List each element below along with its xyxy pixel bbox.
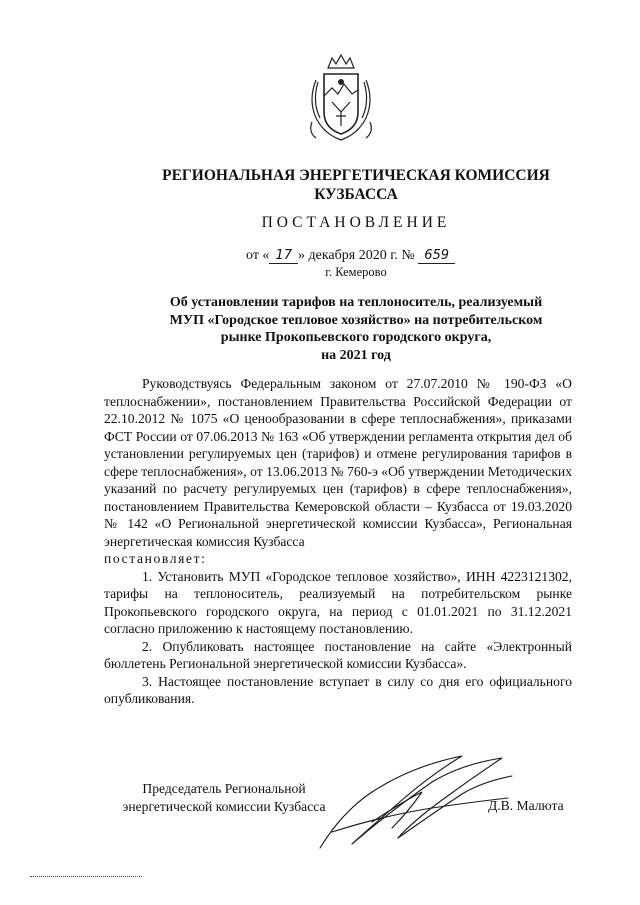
signatory-name: Д.В. Малюта	[488, 798, 564, 813]
item-2-paragraph: 2. Опубликовать настоящее постановление на сайте «Электронный бюллетень Региональной энергетической комиссии Кузбасса».	[104, 638, 572, 671]
resolves-word: постановляет:	[104, 551, 207, 566]
document-body	[104, 375, 572, 708]
document-type: ПОСТАНОВЛЕНИЕ	[261, 214, 451, 231]
position-line1: Председатель Региональной	[142, 781, 306, 796]
date-middle: » декабря 2020 г. №	[297, 248, 415, 263]
footer-divider	[30, 876, 142, 877]
preamble-paragraph: Руководствуясь Федеральным законом от 27.07.2010 № 190-ФЗ «О теплоснабжении», постановлением Правительства Российской Федерации от 22.10.2012 № 1075 «О ценообразовании в сфере теплоснабжения», приказами ФСТ России от 07.06.2013 № 163 «Об утверждении регламента открытия дел об установлении регулируемых цен (тарифов) и отмене регулирования тарифов в сфере теплоснабжения», от 13.06.2013 № 760-э «Об утверждении Методических указаний по расчету регулируемых цен (тарифов) в сфере теплоснабжения», постановлением Правительства Кемеровской области – Кузбасса от 19.03.2020 № 142 «О Региональной энергетической комиссии Кузбасса», Региональная энергетическая комиссия Кузбасса	[104, 376, 572, 549]
title-line2: МУП «Городское тепловое хозяйство» на потребительском	[169, 312, 543, 328]
organization-name	[100, 166, 612, 204]
date-prefix: от «	[246, 248, 270, 263]
position-line2: энергетической комиссии Кузбасса	[122, 799, 326, 814]
signatory-position	[104, 780, 344, 816]
item-3-paragraph: 3. Настоящее постановление вступает в силу со дня его официального опубликования.	[104, 673, 572, 706]
organization-name-line1: РЕГИОНАЛЬНАЯ ЭНЕРГЕТИЧЕСКАЯ КОМИССИЯ	[162, 167, 550, 184]
document-title	[100, 294, 612, 364]
organization-name-line2: КУЗБАССА	[314, 186, 398, 203]
title-line4: на 2021 год	[321, 347, 391, 363]
title-line3: рынке Прокопьевского городского округа,	[220, 330, 492, 345]
handwritten-day: 17	[269, 249, 298, 264]
item-1-paragraph: 1. Установить МУП «Городское тепловое хозяйство», ИНН 4223121302, тарифы на теплоноситель, реализуемый на потребительском рынке Прокопьевского городского округа, на период с 01.01.2021 по 31.12.2021 согласно приложению к настоящему постановлению.	[104, 568, 572, 636]
handwritten-document-number: 659	[418, 249, 455, 264]
coat-of-arms-emblem	[302, 52, 380, 144]
city: г. Кемерово	[325, 265, 387, 279]
title-line1: Об установлении тарифов на теплоноситель, реализуемый	[169, 295, 543, 310]
